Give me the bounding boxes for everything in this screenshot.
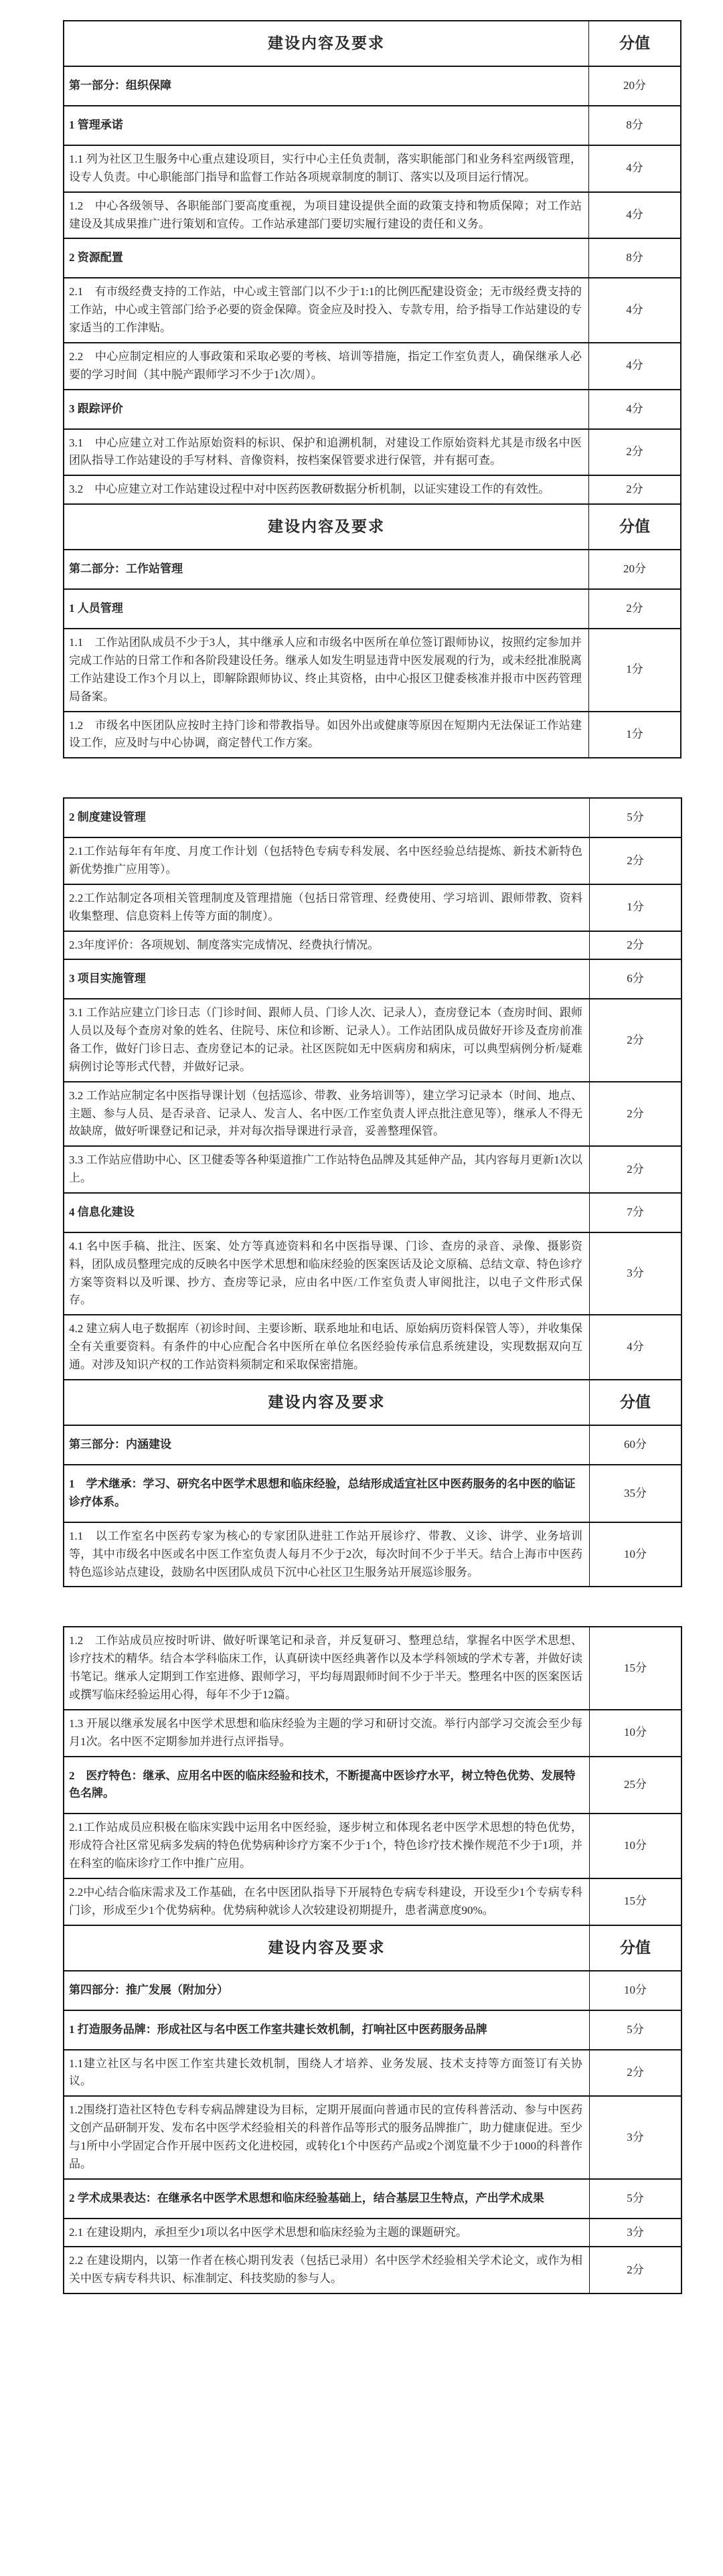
item-row bbox=[64, 1710, 681, 1757]
requirement-text-cell: 1.2 市级名中医团队应按时主持门诊和带教指导。如因外出或健康等原因在短期内无法保证工作站建设工作，应及时与中心协调，商定替代工作方案。 bbox=[64, 712, 589, 758]
score-value-cell: 20分 bbox=[589, 66, 681, 106]
item-row bbox=[64, 278, 681, 343]
item-row bbox=[64, 2096, 681, 2178]
table-header-row bbox=[64, 21, 681, 66]
grading-table bbox=[63, 1626, 682, 2294]
score-value-cell: 8分 bbox=[589, 238, 681, 278]
item-row bbox=[64, 1627, 681, 1709]
requirement-text-cell: 3.1 工作站应建立门诊日志（门诊时间、跟师人员、门诊人次、记录人），查房登记本（查房时间、跟师人员以及每个查房对象的姓名、住院号、床位和诊断、记录人）。工作站团队成员做好开诊及查房前准备工作，做好门诊日志、查房登记本的记录。社区医院如无中医病房和病床，可以典型病例分析/疑难病例讨论等形式代替，并做好记录。 bbox=[64, 999, 590, 1081]
requirement-text-cell: 2.2 在建设期内，以第一作者在核心期刊发表（包括已录用）名中医学术经验相关学术论文，或作为相关中医专病专科共识、标准制定、科技奖励的参与人。 bbox=[64, 2247, 590, 2293]
score-header-cell: 分值 bbox=[589, 21, 681, 66]
item-row bbox=[64, 884, 681, 931]
grading-table-body bbox=[64, 21, 681, 758]
requirement-text-cell: 第三部分：内涵建设 bbox=[64, 1425, 590, 1465]
grading-table-body bbox=[64, 1627, 681, 2293]
requirement-text-cell: 3 跟踪评价 bbox=[64, 390, 589, 429]
part-row bbox=[64, 1971, 681, 2010]
score-value-cell: 5分 bbox=[590, 798, 682, 837]
section-row bbox=[64, 2179, 681, 2219]
item-row bbox=[64, 2247, 681, 2293]
table-header-row bbox=[64, 1925, 681, 1971]
item-row bbox=[64, 712, 681, 758]
score-value-cell: 10分 bbox=[590, 1522, 682, 1587]
requirement-text-cell: 2.3年度评价：各项规划、制度落实完成情况、经费执行情况。 bbox=[64, 931, 590, 960]
score-value-cell: 2分 bbox=[589, 429, 681, 476]
requirement-text-cell: 3 项目实施管理 bbox=[64, 959, 590, 999]
item-row bbox=[64, 145, 681, 192]
item-row bbox=[64, 192, 681, 239]
item-row bbox=[64, 343, 681, 390]
requirement-text-cell: 2.1 有市级经费支持的工作站，中心或主管部门以不少于1:1的比例匹配建设资金；无市级经费支持的工作站，中心或主管部门给予必要的资金保障。资金应及时投入、专款专用，给予指导工作站建设的专家适当的工作津贴。 bbox=[64, 278, 589, 343]
score-value-cell: 10分 bbox=[590, 1971, 682, 2010]
score-header-cell: 分值 bbox=[590, 1925, 682, 1971]
section-row bbox=[64, 1757, 681, 1814]
section-row bbox=[64, 2010, 681, 2050]
score-header-cell: 分值 bbox=[590, 1380, 682, 1425]
item-row bbox=[64, 1814, 681, 1878]
item-row bbox=[64, 2050, 681, 2097]
item-row bbox=[64, 2219, 681, 2247]
item-row bbox=[64, 1315, 681, 1380]
section-row bbox=[64, 390, 681, 429]
score-value-cell: 5分 bbox=[590, 2010, 682, 2050]
section-row bbox=[64, 1193, 681, 1232]
score-value-cell: 4分 bbox=[589, 343, 681, 390]
requirement-text-cell: 2 制度建设管理 bbox=[64, 798, 590, 837]
requirement-text-cell: 2.1工作站每年有年度、月度工作计划（包括特色专病专科发展、名中医经验总结提炼、新技术新特色新优势推广应用等）。 bbox=[64, 837, 590, 884]
requirement-text-cell: 3.2 工作站应制定名中医指导课计划（包括巡诊、带教、业务培训等），建立学习记录本（时间、地点、主题、参与人员、是否录音、记录人、发言人、名中医/工作室负责人评点批注意见等），继承人不得无故缺席，做好听课登记和记录，并对每次指导课进行录音，妥善整理保管。 bbox=[64, 1082, 590, 1147]
requirement-text-cell: 2 资源配置 bbox=[64, 238, 589, 278]
score-value-cell: 2分 bbox=[590, 931, 682, 960]
grading-table bbox=[63, 797, 682, 1587]
requirement-text-cell: 1.1建立社区与名中医工作室共建长效机制，围绕人才培养、业务发展、技术支持等方面签订有关协议。 bbox=[64, 2050, 590, 2097]
score-value-cell: 3分 bbox=[590, 1232, 682, 1315]
section-row bbox=[64, 798, 681, 837]
item-row bbox=[64, 429, 681, 476]
content-header-cell: 建设内容及要求 bbox=[64, 21, 589, 66]
score-value-cell: 20分 bbox=[589, 550, 681, 589]
item-row bbox=[64, 1878, 681, 1925]
score-value-cell: 15分 bbox=[590, 1878, 682, 1925]
requirement-text-cell: 1.2 工作站成员应按时听讲、做好听课笔记和录音，并反复研习、整理总结，掌握名中医学术思想、诊疗技术的精华。结合本学科临床工作，认真研读中医经典著作以及本学科领域的学术专著，并做好读书笔记。继承人定期到工作室进修、跟师学习，平均每周跟师时间不少于半天。整理名中医的医案医话或撰写临床经验运用心得，每年不少于12篇。 bbox=[64, 1627, 590, 1709]
score-value-cell: 1分 bbox=[589, 712, 681, 758]
score-value-cell: 60分 bbox=[590, 1425, 682, 1465]
section-row bbox=[64, 589, 681, 629]
content-header-cell: 建设内容及要求 bbox=[64, 504, 589, 550]
section-row bbox=[64, 1465, 681, 1522]
score-value-cell: 4分 bbox=[589, 390, 681, 429]
requirement-text-cell: 第二部分：工作站管理 bbox=[64, 550, 589, 589]
score-value-cell: 4分 bbox=[589, 192, 681, 239]
requirement-text-cell: 2.1工作站成员应积极在临床实践中运用名中医经验，逐步树立和体现名老中医学术思想的特色优势，形成符合社区常见病多发病的特色优势病种诊疗方案不少于1个，特色诊疗技术操作规范不少于1项，并在科室的临床诊疗工作中推广应用。 bbox=[64, 1814, 590, 1878]
item-row bbox=[64, 1146, 681, 1193]
requirement-text-cell: 4 信息化建设 bbox=[64, 1193, 590, 1232]
requirement-text-cell: 1.2围绕打造社区特色专科专病品牌建设为目标，定期开展面向普通市民的宣传科普活动、参与中医药文创产品研制开发、发布名中医学术经验相关的科普作品等形式的服务品牌推广，助力健康促进。至少与1所中小学固定合作开展中医药文化进校园，或转化1个中医药产品或2个浏览量不少于1000的科普作品。 bbox=[64, 2096, 590, 2178]
requirement-text-cell: 2 医疗特色：继承、应用名中医的临床经验和技术，不断提高中医诊疗水平，树立特色优势、发展特色名牌。 bbox=[64, 1757, 590, 1814]
item-row bbox=[64, 837, 681, 884]
requirement-text-cell: 1 学术继承：学习、研究名中医学术思想和临床经验，总结形成适宜社区中医药服务的名中医的临证诊疗体系。 bbox=[64, 1465, 590, 1522]
item-row bbox=[64, 1082, 681, 1147]
score-value-cell: 15分 bbox=[590, 1627, 682, 1709]
requirement-text-cell: 1 人员管理 bbox=[64, 589, 589, 629]
requirement-text-cell: 2.2 中心应制定相应的人事政策和采取必要的考核、培训等措施，指定工作室负责人，确保继承人必要的学习时间（其中脱产跟师学习不少于1次/周）。 bbox=[64, 343, 589, 390]
grading-table-body bbox=[64, 798, 681, 1587]
score-value-cell: 25分 bbox=[590, 1757, 682, 1814]
requirement-text-cell: 2.2工作站制定各项相关管理制度及管理措施（包括日常管理、经费使用、学习培训、跟师带教、资料收集整理、信息资料上传等方面的制度）。 bbox=[64, 884, 590, 931]
score-value-cell: 10分 bbox=[590, 1710, 682, 1757]
score-value-cell: 4分 bbox=[589, 145, 681, 192]
score-value-cell: 1分 bbox=[589, 629, 681, 711]
requirement-text-cell: 4.2 建立病人电子数据库（初诊时间、主要诊断、联系地址和电话、原始病历资料保管人等），并收集保全有关重要资料。有条件的中心应配合名中医所在单位名医经验传承信息系统建设，实现数据双向互通。对涉及知识产权的工作站资料须制定和采取保密措施。 bbox=[64, 1315, 590, 1380]
requirement-text-cell: 1 打造服务品牌：形成社区与名中医工作室共建长效机制，打响社区中医药服务品牌 bbox=[64, 2010, 590, 2050]
score-value-cell: 2分 bbox=[590, 2247, 682, 2293]
item-row bbox=[64, 475, 681, 504]
score-value-cell: 2分 bbox=[589, 589, 681, 629]
score-value-cell: 4分 bbox=[589, 278, 681, 343]
score-value-cell: 3分 bbox=[590, 2096, 682, 2178]
requirement-text-cell: 1.1 工作站团队成员不少于3人，其中继承人应和市级名中医所在单位签订跟师协议，按照约定参加并完成工作站的日常工作和各阶段建设任务。继承人如发生明显违背中医发展观的行为，或未经批准脱离工作站建设工作3个月以上，即解除跟师协议、终止其资格，由中心报区卫健委核准并报市中医药管理局备案。 bbox=[64, 629, 589, 711]
requirement-text-cell: 第一部分：组织保障 bbox=[64, 66, 589, 106]
score-value-cell: 2分 bbox=[589, 475, 681, 504]
requirement-text-cell: 1.1 以工作室名中医药专家为核心的专家团队进驻工作站开展诊疗、带教、义诊、讲学、业务培训等，其中市级名中医或名中医工作室负责人每月不少于2次，每次时间不少于半天。结合上海市中医药特色巡诊站点建设，鼓励名中医团队成员下沉中心社区卫生服务站开展巡诊服务。 bbox=[64, 1522, 590, 1587]
requirement-text-cell: 3.2 中心应建立对工作站建设过程中对中医药医教研数据分析机制，以证实建设工作的有效性。 bbox=[64, 475, 589, 504]
score-value-cell: 2分 bbox=[590, 1082, 682, 1147]
item-row bbox=[64, 1232, 681, 1315]
score-value-cell: 7分 bbox=[590, 1193, 682, 1232]
section-row bbox=[64, 238, 681, 278]
part-row bbox=[64, 1425, 681, 1465]
table-header-row bbox=[64, 1380, 681, 1425]
item-row bbox=[64, 1522, 681, 1587]
section-row bbox=[64, 106, 681, 145]
content-header-cell: 建设内容及要求 bbox=[64, 1925, 590, 1971]
part-row bbox=[64, 66, 681, 106]
score-value-cell: 2分 bbox=[590, 2050, 682, 2097]
grading-table bbox=[63, 20, 681, 758]
requirement-text-cell: 1.3 开展以继承发展名中医学术思想和临床经验为主题的学习和研讨交流。举行内部学习交流会至少每月1次。名中医不定期参加并进行点评指导。 bbox=[64, 1710, 590, 1757]
score-value-cell: 5分 bbox=[590, 2179, 682, 2219]
score-value-cell: 6分 bbox=[590, 959, 682, 999]
requirement-text-cell: 3.1 中心应建立对工作站原始资料的标识、保护和追溯机制，对建设工作原始资料尤其是市级名中医团队指导工作站建设的手写材料、音像资料，按档案保管要求进行保管，并有据可查。 bbox=[64, 429, 589, 476]
section-row bbox=[64, 959, 681, 999]
score-value-cell: 10分 bbox=[590, 1814, 682, 1878]
requirement-text-cell: 2.1 在建设期内，承担至少1项以名中医学术思想和临床经验为主题的课题研究。 bbox=[64, 2219, 590, 2247]
table-header-row bbox=[64, 504, 681, 550]
item-row bbox=[64, 629, 681, 711]
requirement-text-cell: 1 管理承诺 bbox=[64, 106, 589, 145]
score-value-cell: 35分 bbox=[590, 1465, 682, 1522]
score-value-cell: 1分 bbox=[590, 884, 682, 931]
requirement-text-cell: 第四部分：推广发展（附加分） bbox=[64, 1971, 590, 2010]
score-value-cell: 8分 bbox=[589, 106, 681, 145]
part-row bbox=[64, 550, 681, 589]
requirement-text-cell: 2 学术成果表达：在继承名中医学术思想和临床经验基础上，结合基层卫生特点，产出学术成果 bbox=[64, 2179, 590, 2219]
requirement-text-cell: 1.2 中心各级领导、各职能部门要高度重视，为项目建设提供全面的政策支持和物质保障；对工作站建设及其成果推广进行策划和宣传。工作站承建部门要切实履行建设的责任和义务。 bbox=[64, 192, 589, 239]
item-row bbox=[64, 999, 681, 1081]
requirement-text-cell: 1.1 列为社区卫生服务中心重点建设项目，实行中心主任负责制，落实职能部门和业务科室两级管理，设专人负责。中心职能部门指导和监督工作站各项规章制度的制订、落实以及项目运行情况。 bbox=[64, 145, 589, 192]
score-value-cell: 4分 bbox=[590, 1315, 682, 1380]
score-value-cell: 2分 bbox=[590, 837, 682, 884]
score-value-cell: 2分 bbox=[590, 1146, 682, 1193]
requirement-text-cell: 4.1 名中医手稿、批注、医案、处方等真迹资料和名中医指导课、门诊、查房的录音、录像、摄影资料，团队成员整理完成的反映名中医学术思想和临床经验的医案医话及论文原稿、总结文章、特色诊疗方案等资料以及听课、抄方、查房等记录，应由名中医/工作室负责人审阅批注，以电子文件形式保存。 bbox=[64, 1232, 590, 1315]
content-header-cell: 建设内容及要求 bbox=[64, 1380, 590, 1425]
score-value-cell: 3分 bbox=[590, 2219, 682, 2247]
score-value-cell: 2分 bbox=[590, 999, 682, 1081]
requirement-text-cell: 3.3 工作站应借助中心、区卫健委等各种渠道推广工作站特色品牌及其延伸产品，其内容每月更新1次以上。 bbox=[64, 1146, 590, 1193]
item-row bbox=[64, 931, 681, 960]
requirement-text-cell: 2.2中心结合临床需求及工作基础，在名中医团队指导下开展特色专病专科建设，开设至少1个专病专科门诊，形成至少1个优势病种。优势病种就诊人次较建设初期提升，患者满意度90%。 bbox=[64, 1878, 590, 1925]
score-header-cell: 分值 bbox=[589, 504, 681, 550]
